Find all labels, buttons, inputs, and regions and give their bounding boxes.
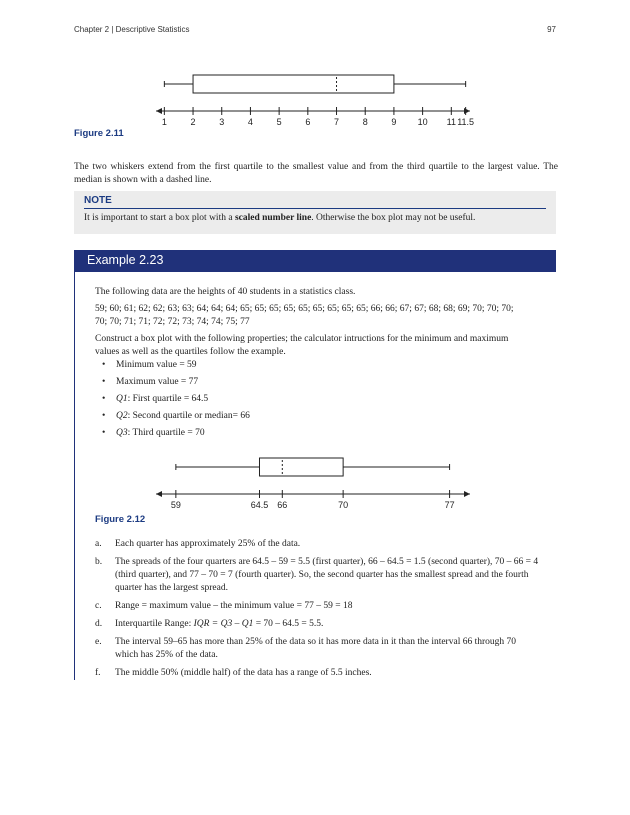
instruction-line-1: Construct a box plot with the following properties; the calculator intructions for the minimum and maximum (95, 334, 509, 344)
figure-2-12-boxplot (150, 452, 480, 518)
tick-label: 10 (417, 117, 428, 127)
tick-label: 6 (305, 117, 311, 127)
page-number: 97 (547, 25, 556, 34)
note-divider (84, 208, 546, 209)
quartile-box (259, 458, 343, 476)
left-arrow (156, 491, 162, 497)
tick-label: 7 (334, 117, 340, 127)
note-text: It is important to start a box plot with a scaled number line. Otherwise the box plot may not be useful. (84, 213, 476, 223)
data-values-line-2: 70; 70; 71; 71; 72; 72; 73; 74; 74; 75; 77 (95, 317, 250, 327)
list-item: • Maximum value = 77 (102, 377, 199, 387)
tick-label: 9 (391, 117, 397, 127)
figure-2-11-label: Figure 2.11 (74, 128, 124, 139)
list-item: • Q2: Second quartile or median= 66 (102, 411, 250, 421)
list-item: • Q3: Third quartile = 70 (102, 428, 205, 438)
tick-label: 64.5 (250, 500, 269, 510)
list-item: c. Range = maximum value – the minimum value = 77 – 59 = 18 (95, 601, 353, 611)
list-item: a. Each quarter has approximately 25% of the data. (95, 539, 301, 549)
figure-2-12-label: Figure 2.12 (95, 514, 146, 525)
note-box (74, 191, 556, 234)
problem-intro: The following data are the heights of 40 students in a statistics class. (95, 287, 356, 297)
left-arrow (156, 108, 162, 114)
list-item: b. The spreads of the four quarters are 64.5 – 59 = 5.5 (first quarter), 66 – 64.5 = 1.5 (second quarter), 70 – 66 = 4 (third quarter), and 77 – 70 = 7 (fourth quarter). So, the second quarter has the smallest spread and the fourth quarter has the largest spread. (95, 557, 539, 593)
tick-label: 2 (190, 117, 196, 127)
list-item: • Minimum value = 59 (102, 360, 197, 370)
example-header (74, 250, 556, 272)
figure-2-11-boxplot (150, 70, 480, 132)
answers-list (95, 538, 540, 685)
running-header: Chapter 2 | Descriptive Statistics (74, 25, 190, 34)
right-arrow (464, 491, 470, 497)
tick-label: 5 (276, 117, 282, 127)
list-item: f. The middle 50% (middle half) of the data has a range of 5.5 inches. (95, 668, 372, 678)
list-item: d. Interquartile Range: IQR = Q3 – Q1 = 70 – 64.5 = 5.5. (95, 619, 324, 629)
quartile-box (193, 75, 394, 93)
note-bold-term: scaled number line (234, 213, 312, 223)
example-side-rule (74, 272, 75, 680)
properties-list (100, 359, 250, 444)
tick-label: 70 (338, 500, 349, 510)
note-title: NOTE (84, 195, 112, 206)
list-item: • Q1: First quartile = 64.5 (102, 394, 209, 404)
tick-label: 4 (247, 117, 253, 127)
tick-label: 11 (446, 117, 456, 127)
right-arrow (464, 108, 470, 114)
instruction-line-2: values as well as the quartiles follow the example. (95, 347, 286, 357)
data-values-line-1: 59; 60; 61; 62; 62; 63; 63; 64; 64; 64; 65; 65; 65; 65; 65; 65; 65; 65; 65; 66; 66; 67; 67; 68; 68; 69; 70; 70; 70; (95, 304, 514, 314)
list-item: e. The interval 59–65 has more than 25% of the data so it has more data in it than the interval 66 through 70 which has 25% of the data. (95, 637, 517, 660)
intro-paragraph: The two whiskers extend from the first quartile to the smallest value and from the third quartile to the largest value. The median is shown with a dashed line. (74, 162, 558, 185)
tick-label: 8 (362, 117, 368, 127)
tick-label: 11.5 (457, 117, 475, 127)
tick-label: 1 (161, 117, 167, 127)
tick-label: 66 (277, 500, 288, 510)
tick-label: 77 (444, 500, 455, 510)
example-title: Example 2.23 (87, 253, 164, 267)
tick-label: 3 (219, 117, 225, 127)
tick-label: 59 (170, 500, 181, 510)
